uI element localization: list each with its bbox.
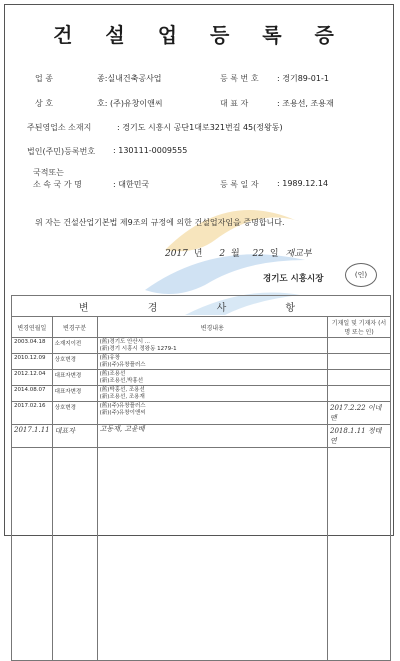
ceo-label: 대 표 자 [220, 99, 249, 108]
row-kind: 상호변경 [52, 402, 97, 425]
row-content [97, 338, 327, 354]
table-row [12, 386, 391, 402]
content-old: (舊)(주)유창플러스 [99, 403, 146, 409]
issue-note: 재교부 [285, 249, 312, 259]
header-content: 변경내용 [97, 317, 327, 338]
row-kind: 소재지이전 [52, 338, 97, 354]
content-new: 고동재, 고윤배 [99, 425, 145, 433]
issuer-name: 경기도 시흥시장 [263, 274, 324, 284]
issue-month: 2 [219, 249, 226, 259]
reg-no-label: 등 록 번 호 [220, 74, 259, 83]
issue-year-unit: 년 [193, 249, 203, 259]
empty-row [12, 448, 391, 661]
document-title: 건 설 업 등 록 증 [53, 23, 347, 47]
row-note [328, 386, 391, 402]
content-old: (舊)박홍선, 조용선 [99, 387, 145, 393]
corp-no-label: 법인(주민)등록번호 [27, 147, 96, 156]
row-kind: 대표자 [52, 425, 97, 448]
row-kind: 대표자변경 [52, 386, 97, 402]
table-row [12, 425, 391, 448]
reg-date-label: 등 록 일 자 [220, 180, 259, 189]
row-content [97, 354, 327, 370]
row-date: 2014.08.07 [12, 386, 53, 402]
ceo-value: : 조용선, 조용재 [277, 99, 334, 108]
row-content [97, 402, 327, 425]
header-kind: 변경구분 [52, 317, 97, 338]
table-row [12, 402, 391, 425]
nationality-label-2: 소 속 국 가 명 [33, 180, 82, 189]
address-label: 주된영업소 소재지 [27, 123, 92, 132]
issue-year: 2017 [165, 249, 188, 259]
content-old: (舊)경기도 안산시 ... [99, 339, 151, 345]
reg-date-value: : 1989.12.14 [277, 179, 329, 188]
row-content [97, 425, 327, 448]
reg-no-value: : 경기89-01-1 [277, 74, 329, 83]
table-row [12, 354, 391, 370]
row-note [328, 354, 391, 370]
issue-date [165, 246, 312, 259]
company-value: 호: (주)유창이앤씨 [97, 99, 163, 108]
row-note [328, 338, 391, 354]
row-date: 2010.12.09 [12, 354, 53, 370]
content-new: (新)(주)유창플러스 [99, 361, 146, 368]
content-new: (新)경기 시흥시 정왕동 1279-1 [99, 345, 177, 352]
company-label: 상 호 [35, 99, 53, 108]
row-content [97, 370, 327, 386]
header-note: 기재일 및 기재자 (서명 또는 인) [328, 317, 391, 338]
nationality-value: : 대한민국 [113, 180, 150, 189]
table-row [12, 370, 391, 386]
issue-day-unit: 일 [269, 249, 279, 259]
content-old: (舊)유창 [99, 355, 121, 361]
row-date: 2003.04.18 [12, 338, 53, 354]
row-date: 2017.1.11 [12, 425, 53, 448]
content-new: (新)조용선, 조용재 [99, 393, 145, 400]
row-kind: 상호변경 [52, 354, 97, 370]
content-old: (舊)조용선 [99, 371, 126, 377]
table-row [12, 338, 391, 354]
change-history-title: 변 경 사 항 [12, 296, 391, 317]
official-seal: (인) [345, 263, 377, 287]
corp-no-value: : 130111-0009555 [113, 146, 188, 155]
change-history-table [11, 295, 391, 661]
row-content [97, 386, 327, 402]
address-value: : 경기도 시흥시 공단1대로321번길 45(정왕동) [117, 123, 283, 132]
row-date: 2017.02.16 [12, 402, 53, 425]
row-note: 2018.1.11 정태연 [328, 425, 391, 448]
nationality-label-1: 국적또는 [33, 168, 64, 177]
content-new: (新)조용선,박홍선 [99, 377, 144, 384]
issue-day: 22 [252, 249, 264, 259]
issue-month-unit: 월 [230, 249, 240, 259]
header-date: 변경연월일 [12, 317, 53, 338]
trade-value: 종:실내건축공사업 [97, 74, 162, 83]
content-new: (新)(주)유창이앤씨 [99, 409, 146, 416]
row-note [328, 370, 391, 386]
certificate-sheet [4, 4, 394, 536]
row-note: 2017.2.22 이네맨 [328, 402, 391, 425]
row-date: 2012.12.04 [12, 370, 53, 386]
row-kind: 대표자변경 [52, 370, 97, 386]
trade-label: 업 종 [35, 74, 53, 83]
certification-text: 위 자는 건설산업기본법 제9조의 규정에 의한 건설업자임을 증명합니다. [35, 218, 285, 227]
